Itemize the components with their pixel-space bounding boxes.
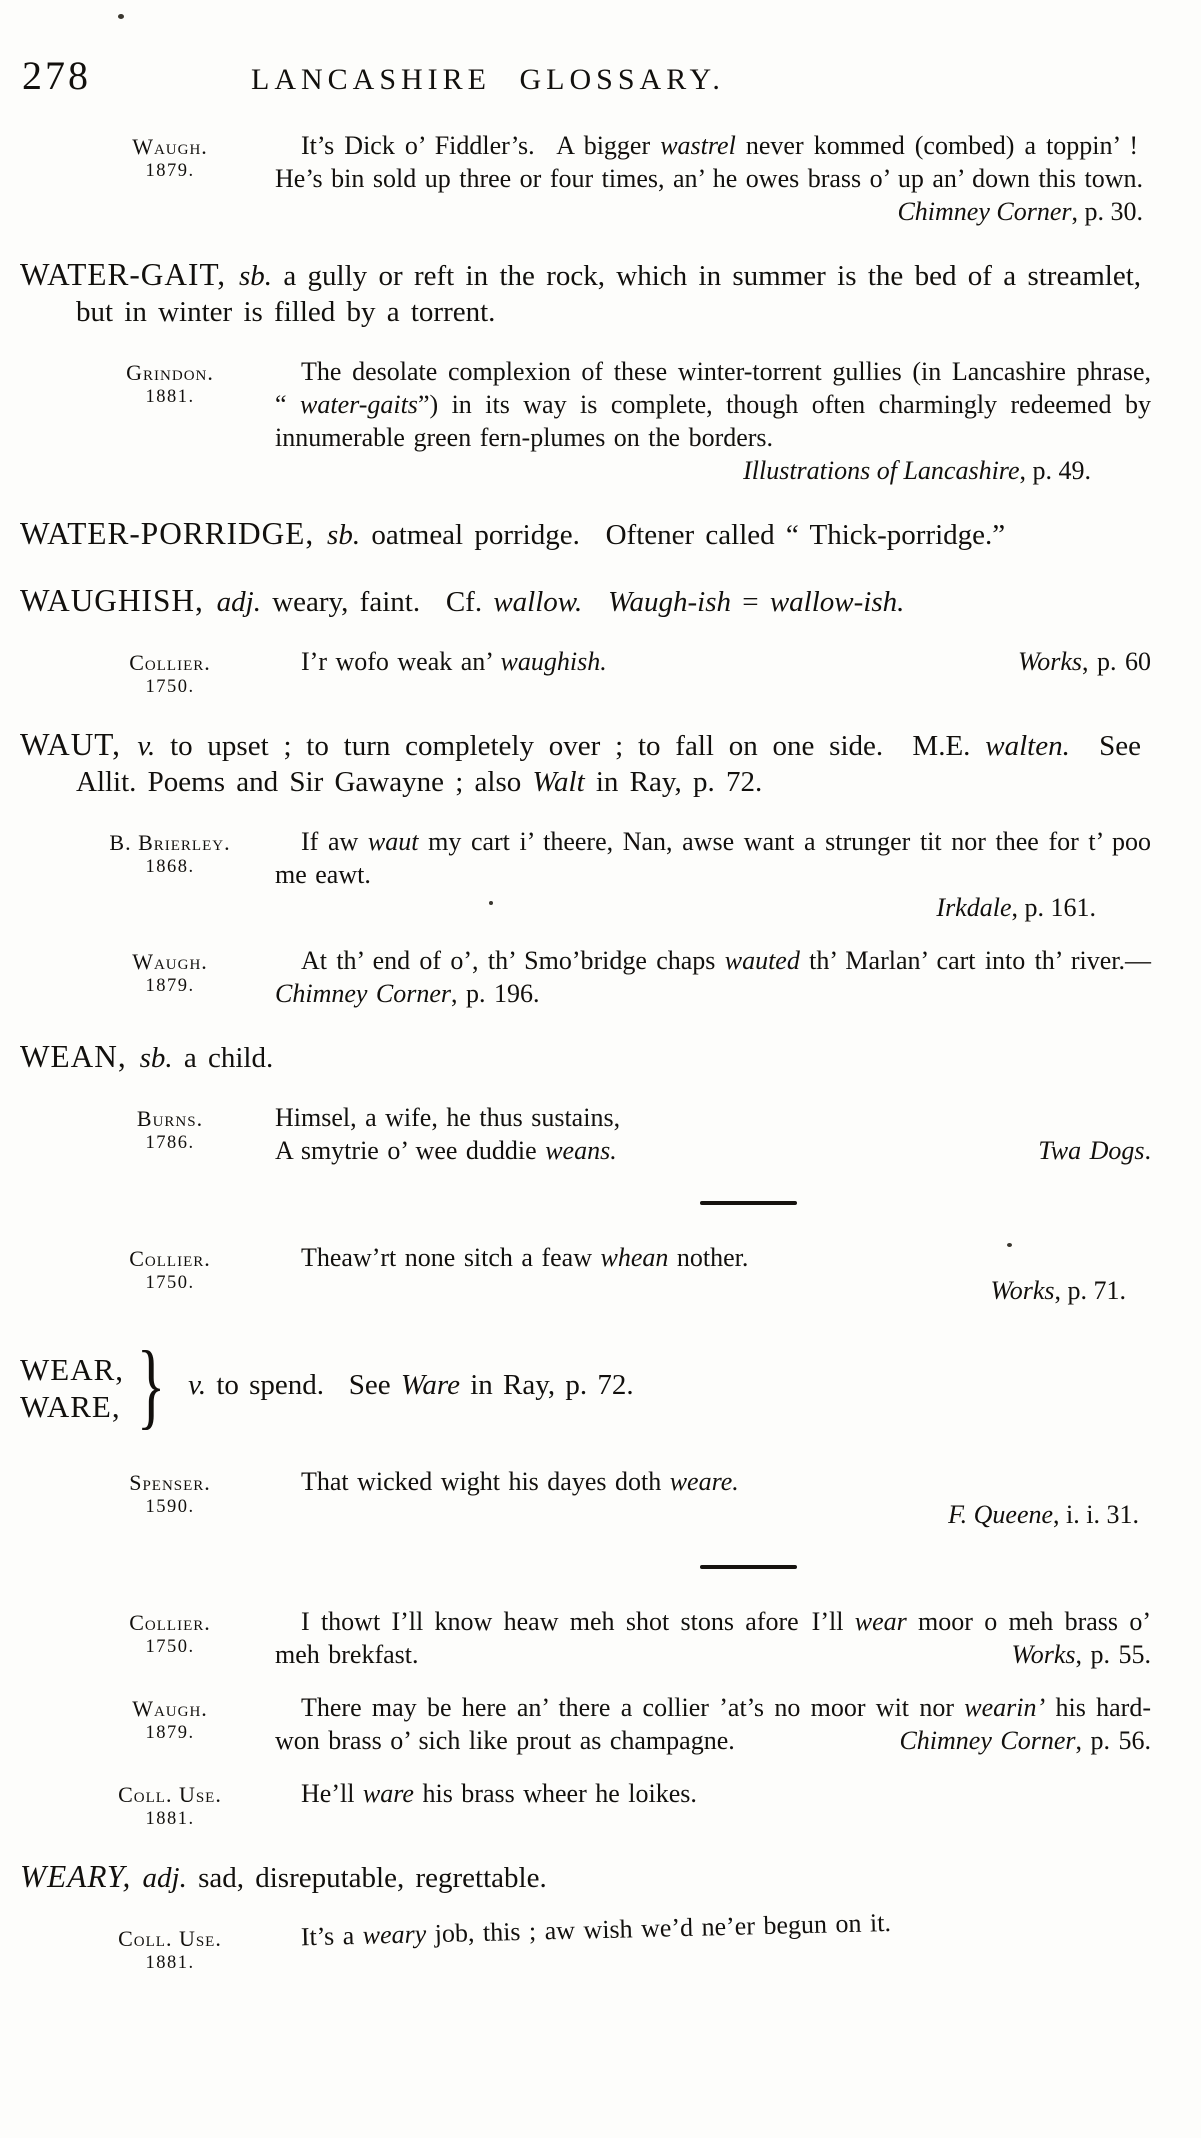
glossary-content: [0, 129, 1201, 1974]
citation-source: [75, 129, 265, 182]
italic-text: v.: [137, 729, 156, 762]
text-run: his hard-won brass o’ sich like prout as champagne.: [275, 1692, 1151, 1755]
glossary-entry: [20, 256, 1141, 331]
text-run: nother.: [668, 1242, 749, 1272]
italic-text: Works: [1011, 1639, 1076, 1669]
citation-year: 1881.: [145, 386, 195, 407]
citation-block: [0, 1907, 1201, 1974]
text-run: to spend. See: [206, 1369, 401, 1402]
glossary-entry-braced: [20, 1330, 1201, 1441]
citation-source: [75, 1241, 265, 1294]
citation-block: [0, 645, 1201, 698]
citation-source-name: B. Brierley.: [109, 829, 231, 855]
text-run: I thowt I’ll know heaw meh shot stons afore I’ll: [301, 1606, 855, 1636]
citation-body: [275, 1101, 1151, 1167]
entry-definition: [188, 1369, 634, 1408]
quote-text: [275, 1605, 1151, 1671]
citation-block: [0, 129, 1201, 228]
text-run: That wicked wight his dayes doth: [301, 1466, 670, 1496]
text-run: a gully or reft in the rock, which in summer is the bed of a streamlet, but in winter is filled by a torrent.: [76, 260, 1141, 328]
citation-body: [275, 129, 1151, 228]
text-run: sad, disreputable, regrettable.: [186, 1862, 547, 1895]
entry-headword: WAUGHISH,: [20, 582, 217, 618]
text-run: th’ Marlan’ cart into th’ river.—: [799, 945, 1151, 975]
italic-text: Works: [1017, 646, 1082, 676]
citation-source-name: Spenser.: [129, 1469, 211, 1495]
italic-text: Illustrations of Lancashire: [743, 456, 1020, 485]
text-run: He’ll: [301, 1779, 363, 1809]
italic-text: Irkdale: [936, 892, 1012, 922]
text-run: in Ray, p. 72.: [460, 1369, 634, 1402]
text-run: , p. 196.: [451, 978, 540, 1008]
italic-text: adj.: [216, 585, 261, 618]
text-run: .: [1144, 1135, 1151, 1165]
citation-body: [275, 1900, 1152, 1954]
citation-body: [275, 1241, 1151, 1307]
citation-source: [75, 645, 265, 698]
scan-speck: [1007, 1243, 1012, 1247]
italic-text: Works: [990, 1275, 1055, 1305]
text-run: [582, 586, 608, 618]
text-run: I’r wofo weak an’: [301, 646, 501, 676]
section-divider: [700, 1565, 797, 1569]
citation-body: [275, 355, 1151, 487]
quote-text: [275, 825, 1151, 891]
citation-reference-line: [275, 195, 1151, 228]
quote-text: [275, 1241, 1151, 1274]
citation-block: [0, 1605, 1201, 1671]
citation-source: [75, 1605, 265, 1658]
text-run: If aw: [301, 826, 368, 856]
text-run: See Allit. Poems and Sir Gawayne ; also: [76, 729, 1141, 798]
citation-reference: [743, 456, 1091, 485]
citation-reference: [897, 197, 1143, 226]
italic-text: Ware: [400, 1369, 460, 1402]
citation-source: [75, 944, 265, 997]
text-run: oatmeal porridge. Oftener called “ Thick-porridge.”: [360, 519, 1006, 552]
citation-source: [75, 1921, 265, 1974]
scan-speck: [118, 14, 124, 19]
citation-source: [75, 355, 265, 408]
quote-text: [275, 1691, 1151, 1757]
text-run: , p. 55.: [1075, 1639, 1151, 1669]
text-run: At th’ end of o’, th’ Smo’bridge chaps: [301, 945, 725, 975]
brace-glyph: }: [136, 1330, 166, 1438]
citation-reference: [936, 893, 1096, 922]
text-run: Theaw’rt none sitch a feaw: [301, 1242, 601, 1272]
italic-text: wear: [854, 1606, 907, 1636]
italic-text: Twa Dogs: [1038, 1135, 1145, 1165]
italic-text: v.: [188, 1369, 207, 1402]
text-run: There may be here an’ there a collier ’at’s no moor wit nor: [301, 1692, 965, 1722]
glossary-entry: [20, 1038, 1141, 1077]
citation-reference-line: [275, 1498, 1151, 1531]
citation-block: [0, 1101, 1201, 1167]
italic-text: ware: [362, 1779, 414, 1809]
italic-text: Chimney Corner: [897, 197, 1072, 227]
quote-text: [275, 129, 1151, 195]
citation-block: [0, 944, 1201, 1010]
italic-text: waut: [367, 826, 419, 856]
italic-text: water-gaits: [300, 389, 418, 419]
citation-block: [0, 355, 1201, 487]
page-title: LANCASHIRE GLOSSARY.: [251, 63, 725, 96]
entry-headword: WAUT,: [20, 726, 138, 762]
page-number: 278: [22, 53, 91, 98]
citation-block: [0, 825, 1201, 924]
citation-source: [75, 1101, 265, 1154]
citation-year: 1879.: [145, 1722, 195, 1743]
text-run: a child.: [172, 1041, 274, 1074]
citation-reference-line: [275, 454, 1151, 487]
citation-body: [275, 645, 1151, 678]
text-run: my cart i’ theere, Nan, awse want a strunger tit nor thee for t’ poo me eawt.: [275, 826, 1151, 889]
citation-reference: [873, 1724, 1151, 1757]
citation-reference: [990, 1276, 1126, 1305]
text-run: ”) in its way is complete, though often charmingly redeemed by innumerable green fern-plumes on the borders.: [275, 389, 1151, 452]
citation-source-name: Waugh.: [132, 134, 208, 159]
citation-reference-line: [275, 1274, 1151, 1307]
page-header: [0, 52, 1201, 99]
citation-body: [275, 944, 1151, 1010]
italic-text: Walt: [532, 765, 585, 798]
citation-source-name: Collier.: [129, 649, 211, 675]
citation-source-name: Collier.: [129, 1245, 211, 1271]
entry-headword: WATER-PORRIDGE,: [20, 516, 328, 552]
citation-source: [75, 825, 265, 878]
italic-text: sb.: [139, 1041, 173, 1074]
text-run: weary, faint. Cf.: [260, 585, 494, 618]
citation-year: 1750.: [145, 1272, 195, 1293]
text-run: The desolate complexion of these winter-torrent gullies (in Lancashire phrase, “: [275, 356, 1151, 419]
text-run: in Ray, p. 72.: [584, 765, 763, 798]
text-run: moor o meh brass o’ meh brekfast.: [275, 1606, 1151, 1669]
citation-source: [75, 1465, 265, 1518]
italic-text: sb.: [238, 260, 273, 293]
text-run: to upset ; to turn completely over ; to fall on one side. M.E.: [155, 729, 986, 762]
text-run: , p. 56.: [1075, 1726, 1151, 1755]
italic-text: walten.: [985, 729, 1070, 762]
citation-year: 1750.: [145, 676, 195, 697]
citation-block: [0, 1241, 1201, 1307]
citation-reference: [1038, 1134, 1151, 1167]
text-run: , p. 71.: [1054, 1275, 1126, 1305]
citation-reference: [948, 1500, 1139, 1529]
italic-text: wallow.: [493, 585, 583, 618]
citation-year: 1879.: [145, 161, 195, 181]
citation-body: [275, 1465, 1151, 1531]
italic-text: wastrel: [660, 131, 736, 160]
text-run: Himsel, a wife, he thus sustains,: [275, 1102, 621, 1132]
italic-text: whean: [600, 1242, 669, 1272]
text-run: job, this ; aw wish we’d ne’er begun on it.: [425, 1907, 892, 1949]
citation-year: 1881.: [145, 1809, 195, 1830]
entry-headword: WARE,: [20, 1388, 121, 1424]
text-run: , i. i. 31.: [1053, 1499, 1139, 1529]
entry-headword: WEAN,: [20, 1038, 140, 1074]
citation-year: 1868.: [145, 856, 195, 877]
quote-text: [275, 645, 1151, 678]
citation-reference: [985, 1638, 1151, 1671]
citation-year: 1750.: [145, 1636, 195, 1657]
citation-block: [0, 1777, 1201, 1830]
italic-text: adj.: [142, 1862, 187, 1895]
text-run: A smytrie o’ wee duddie: [275, 1135, 546, 1165]
citation-source-name: Waugh.: [132, 1695, 208, 1721]
citation-source-name: Burns.: [136, 1105, 204, 1131]
citation-source-name: Grindon.: [126, 359, 214, 385]
quote-text: [275, 1777, 1151, 1810]
text-run: It’s a: [300, 1920, 364, 1952]
citation-source-name: Collier.: [129, 1609, 211, 1635]
citation-source-name: Coll. Use.: [118, 1782, 222, 1808]
entry-headword-group: [20, 1352, 124, 1425]
citation-source-name: Coll. Use.: [118, 1925, 222, 1951]
italic-text: Chimney Corner: [899, 1726, 1076, 1755]
citation-body: [275, 825, 1151, 924]
glossary-entry: [20, 515, 1141, 554]
text-run: his brass wheer he loikes.: [413, 1779, 697, 1809]
italic-text: Chimney Corner: [275, 978, 452, 1008]
text-run: It’s Dick o’ Fiddler’s. A bigger: [301, 131, 661, 160]
citation-year: 1881.: [145, 1952, 195, 1973]
citation-reference-line: [275, 891, 1151, 924]
entry-headword: WEARY,: [20, 1859, 132, 1895]
quote-text: [275, 944, 1151, 1010]
citation-block: [0, 1465, 1201, 1531]
citation-block: [0, 1691, 1201, 1757]
citation-year: 1590.: [145, 1496, 195, 1517]
citation-body: [275, 1777, 1151, 1810]
scan-speck: [489, 901, 493, 905]
text-run: =: [730, 585, 770, 618]
italic-text: wearin’: [964, 1692, 1046, 1722]
italic-text: Waugh-ish: [607, 585, 731, 618]
italic-text: weare.: [669, 1466, 739, 1496]
glossary-entry: [20, 582, 1141, 621]
italic-text: sb.: [327, 519, 361, 552]
citation-body: [275, 1691, 1151, 1757]
text-run: never kommed (combed) a toppin’ ! He’s bin sold up three or four times, an’ he owes brass o’ up an’ down this town.: [275, 131, 1151, 194]
text-run: , p. 60: [1082, 646, 1151, 676]
citation-body: [275, 1605, 1151, 1671]
quote-text: [275, 1900, 1152, 1954]
section-divider: [700, 1201, 797, 1205]
quote-text: [275, 355, 1151, 454]
italic-text: waughish.: [500, 646, 607, 676]
entry-headword: WATER-GAIT,: [20, 257, 239, 293]
text-run: [131, 1862, 142, 1894]
italic-text: weans.: [545, 1135, 617, 1165]
citation-source-name: Waugh.: [132, 948, 208, 974]
text-run: , p. 30.: [1071, 197, 1143, 227]
quote-line: [275, 1134, 1151, 1167]
text-run: , p. 161.: [1011, 892, 1096, 922]
citation-year: 1786.: [145, 1132, 195, 1153]
glossary-entry: [20, 726, 1141, 801]
citation-year: 1879.: [145, 975, 195, 996]
citation-reference: [992, 645, 1151, 678]
citation-source: [75, 1691, 265, 1744]
italic-text: F. Queene: [948, 1499, 1054, 1529]
text-run: , p. 49.: [1019, 456, 1091, 485]
quote-line: [275, 1101, 1151, 1134]
citation-source: [75, 1777, 265, 1830]
italic-text: wauted: [724, 945, 800, 975]
entry-headword: WEAR,: [20, 1352, 125, 1388]
italic-text: weary: [362, 1919, 427, 1950]
italic-text: wallow-ish.: [769, 585, 905, 618]
quote-text: [275, 1465, 1151, 1498]
glossary-entry: [20, 1858, 1141, 1897]
